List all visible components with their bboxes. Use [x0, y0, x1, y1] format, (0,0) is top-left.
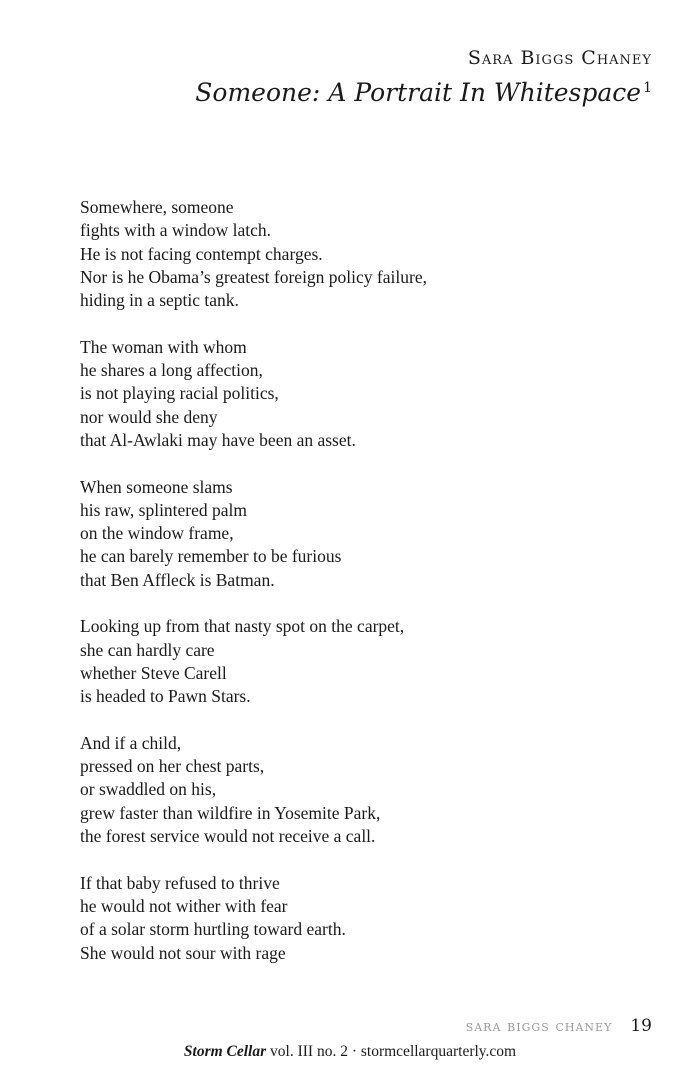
- poem-line: she can hardly care: [80, 639, 215, 660]
- page-header: [195, 44, 652, 110]
- poem-line: The woman with whom: [80, 336, 247, 357]
- poem-line: is not playing racial politics,: [80, 383, 279, 404]
- poem-line: on the window frame,: [80, 523, 234, 544]
- poem-line: nor would she deny: [80, 406, 218, 427]
- stanza-5: [80, 732, 427, 848]
- poem-line: Nor is he Obama’s greatest foreign policy failure,: [80, 266, 427, 287]
- stanza-4: [80, 615, 427, 708]
- poem-line: of a solar storm hurtling toward earth.: [80, 919, 346, 940]
- page-number: 19: [630, 1016, 652, 1036]
- stanza-6: [80, 872, 427, 965]
- poem-title-text: Someone: A Portrait In Whitespace: [195, 78, 642, 107]
- separator-dot: ·: [351, 1043, 357, 1060]
- poem-line: He is not facing contempt charges.: [80, 243, 323, 264]
- poem-line: When someone slams: [80, 476, 233, 497]
- poem-line: And if a child,: [80, 732, 182, 753]
- poem-line: If that baby refused to thrive: [80, 872, 280, 893]
- author-name: Sara Biggs Chaney: [467, 47, 652, 69]
- poem-line: Somewhere, someone: [80, 197, 234, 217]
- poem-line: Looking up from that nasty spot on the carpet,: [80, 616, 405, 637]
- poem-line: he would not wither with fear: [80, 895, 288, 916]
- colophon: [0, 1043, 700, 1061]
- poem-line: he can barely remember to be furious: [80, 546, 342, 567]
- running-footer: [466, 1016, 652, 1036]
- magazine-name: Storm Cellar: [183, 1043, 267, 1060]
- stanza-1: [80, 196, 427, 312]
- poem-line: the forest service would not receive a call.: [80, 826, 376, 847]
- footer-author: sara biggs chaney: [465, 1017, 613, 1035]
- stanza-3: [80, 476, 427, 592]
- poem-line: his raw, splintered palm: [80, 499, 248, 520]
- poem-line: grew faster than wildfire in Yosemite Park,: [80, 802, 381, 823]
- poem-line: fights with a window latch.: [80, 220, 272, 241]
- poem-title: [195, 76, 652, 110]
- poem-line: or swaddled on his,: [80, 779, 217, 800]
- poem-body: [80, 196, 427, 988]
- stanza-2: [80, 336, 427, 452]
- website-url: stormcellarquarterly.com: [360, 1043, 517, 1060]
- poem-line: She would not sour with rage: [80, 942, 286, 963]
- poem-line: that Ben Affleck is Batman.: [80, 569, 275, 590]
- issue-info: vol. III no. 2: [270, 1043, 348, 1060]
- poem-line: hiding in a septic tank.: [80, 290, 239, 311]
- footnote-marker: 1: [643, 79, 652, 96]
- poem-line: whether Steve Carell: [80, 662, 227, 683]
- poem-line: pressed on her chest parts,: [80, 756, 265, 777]
- poem-line: is headed to Pawn Stars.: [80, 686, 251, 707]
- poem-line: he shares a long affection,: [80, 360, 263, 381]
- poem-line: that Al-Awlaki may have been an asset.: [80, 429, 356, 450]
